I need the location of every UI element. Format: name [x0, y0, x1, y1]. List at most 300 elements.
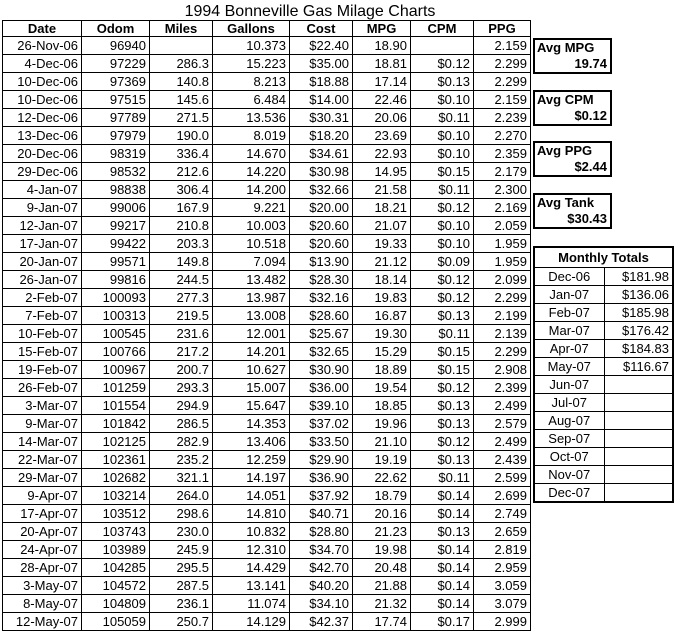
- table-cell: 13.482: [213, 271, 290, 289]
- table-cell: 97789: [82, 109, 150, 127]
- table-cell: 12.259: [213, 451, 290, 469]
- table-cell: 21.23: [353, 523, 411, 541]
- amount-cell: [604, 448, 673, 466]
- table-cell: 286.5: [150, 415, 213, 433]
- table-cell: $28.80: [290, 523, 353, 541]
- month-cell: Sep-07: [534, 430, 604, 448]
- table-cell: $0.12: [411, 271, 474, 289]
- amount-cell: [604, 484, 673, 503]
- table-cell: $0.12: [411, 379, 474, 397]
- table-cell: $39.10: [290, 397, 353, 415]
- table-cell: 19.33: [353, 235, 411, 253]
- table-row: [3, 595, 531, 613]
- summary-value: $30.43: [567, 211, 607, 226]
- table-cell: 2.270: [474, 127, 531, 145]
- table-cell: 10.518: [213, 235, 290, 253]
- table-cell: 26-Feb-07: [3, 379, 82, 397]
- table-cell: 2.159: [474, 91, 531, 109]
- table-cell: 230.0: [150, 523, 213, 541]
- amount-cell: $181.98: [604, 268, 673, 286]
- table-cell: 190.0: [150, 127, 213, 145]
- monthly-totals-body: [534, 268, 673, 503]
- table-cell: $0.15: [411, 343, 474, 361]
- table-cell: 104285: [82, 559, 150, 577]
- table-cell: $0.11: [411, 181, 474, 199]
- table-cell: 100093: [82, 289, 150, 307]
- summary-label: Avg Tank: [537, 195, 595, 210]
- table-cell: 2.299: [474, 55, 531, 73]
- table-cell: 21.07: [353, 217, 411, 235]
- table-cell: 14.197: [213, 469, 290, 487]
- table-cell: 6.484: [213, 91, 290, 109]
- table-row: [3, 379, 531, 397]
- table-cell: 2.579: [474, 415, 531, 433]
- monthly-row: [534, 322, 673, 340]
- table-cell: 18.14: [353, 271, 411, 289]
- table-cell: 12-Dec-06: [3, 109, 82, 127]
- table-cell: 17.14: [353, 73, 411, 91]
- table-cell: 2.359: [474, 145, 531, 163]
- summary-label: Avg MPG: [537, 40, 595, 55]
- month-cell: Mar-07: [534, 322, 604, 340]
- table-cell: 9-Apr-07: [3, 487, 82, 505]
- table-cell: 14.810: [213, 505, 290, 523]
- table-cell: 2.659: [474, 523, 531, 541]
- month-cell: Jan-07: [534, 286, 604, 304]
- monthly-row: [534, 340, 673, 358]
- table-cell: $28.60: [290, 307, 353, 325]
- table-row: [3, 217, 531, 235]
- table-cell: 22.93: [353, 145, 411, 163]
- table-row: [3, 577, 531, 595]
- table-cell: $40.71: [290, 505, 353, 523]
- table-cell: 17.74: [353, 613, 411, 631]
- table-cell: 21.12: [353, 253, 411, 271]
- table-cell: 2.959: [474, 559, 531, 577]
- table-cell: 2.999: [474, 613, 531, 631]
- table-cell: 19.98: [353, 541, 411, 559]
- table-cell: 18.90: [353, 37, 411, 55]
- column-header: Cost: [290, 21, 353, 37]
- table-cell: 235.2: [150, 451, 213, 469]
- table-cell: $0.12: [411, 289, 474, 307]
- table-cell: $0.14: [411, 505, 474, 523]
- table-cell: 14.220: [213, 163, 290, 181]
- table-cell: 7-Feb-07: [3, 307, 82, 325]
- table-row: [3, 163, 531, 181]
- table-cell: 101259: [82, 379, 150, 397]
- table-cell: 99006: [82, 199, 150, 217]
- table-cell: 2.299: [474, 289, 531, 307]
- table-cell: $0.11: [411, 109, 474, 127]
- table-cell: 21.10: [353, 433, 411, 451]
- table-row: [3, 613, 531, 631]
- table-cell: 97229: [82, 55, 150, 73]
- table-cell: 21.58: [353, 181, 411, 199]
- table-cell: 2.499: [474, 433, 531, 451]
- table-cell: $35.00: [290, 55, 353, 73]
- table-cell: 14.200: [213, 181, 290, 199]
- table-cell: 2.699: [474, 487, 531, 505]
- amount-cell: [604, 412, 673, 430]
- amount-cell: [604, 430, 673, 448]
- table-cell: 20-Apr-07: [3, 523, 82, 541]
- month-cell: Dec-06: [534, 268, 604, 286]
- table-cell: 14.353: [213, 415, 290, 433]
- table-row: [3, 235, 531, 253]
- table-cell: $0.10: [411, 235, 474, 253]
- monthly-row: [534, 268, 673, 286]
- table-cell: 102361: [82, 451, 150, 469]
- table-cell: 26-Nov-06: [3, 37, 82, 55]
- table-cell: 3.059: [474, 577, 531, 595]
- table-cell: $29.90: [290, 451, 353, 469]
- column-header: MPG: [353, 21, 411, 37]
- monthly-row: [534, 412, 673, 430]
- table-cell: 105059: [82, 613, 150, 631]
- table-cell: 103989: [82, 541, 150, 559]
- monthly-row: [534, 358, 673, 376]
- amount-cell: $176.42: [604, 322, 673, 340]
- page-title: 1994 Bonneville Gas Milage Charts: [184, 3, 436, 20]
- gas-log-table: [2, 20, 531, 631]
- table-cell: 13.406: [213, 433, 290, 451]
- table-cell: 13.008: [213, 307, 290, 325]
- table-cell: 98319: [82, 145, 150, 163]
- table-cell: 7.094: [213, 253, 290, 271]
- table-cell: 282.9: [150, 433, 213, 451]
- table-cell: 298.6: [150, 505, 213, 523]
- table-cell: 20.48: [353, 559, 411, 577]
- table-cell: 28-Apr-07: [3, 559, 82, 577]
- table-cell: 20-Jan-07: [3, 253, 82, 271]
- summary-value: 19.74: [574, 56, 607, 71]
- table-cell: $0.17: [411, 613, 474, 631]
- table-row: [3, 55, 531, 73]
- table-cell: 101842: [82, 415, 150, 433]
- column-header: Gallons: [213, 21, 290, 37]
- table-cell: 22-Mar-07: [3, 451, 82, 469]
- avg-ppg-box: [533, 141, 612, 177]
- table-cell: $0.13: [411, 451, 474, 469]
- table-row: [3, 307, 531, 325]
- month-cell: Nov-07: [534, 466, 604, 484]
- table-cell: 2.300: [474, 181, 531, 199]
- amount-cell: [604, 466, 673, 484]
- table-cell: 99816: [82, 271, 150, 289]
- table-cell: [150, 37, 213, 55]
- table-cell: 10.373: [213, 37, 290, 55]
- table-row: [3, 523, 531, 541]
- table-cell: 101554: [82, 397, 150, 415]
- table-cell: 99571: [82, 253, 150, 271]
- table-cell: 20.16: [353, 505, 411, 523]
- table-cell: 22.46: [353, 91, 411, 109]
- table-row: [3, 199, 531, 217]
- month-cell: Jun-07: [534, 376, 604, 394]
- month-cell: Apr-07: [534, 340, 604, 358]
- table-cell: 8.019: [213, 127, 290, 145]
- column-header: Date: [3, 21, 82, 37]
- table-row: [3, 361, 531, 379]
- table-cell: 2.399: [474, 379, 531, 397]
- monthly-row: [534, 376, 673, 394]
- table-cell: 149.8: [150, 253, 213, 271]
- table-row: [3, 109, 531, 127]
- table-cell: $18.20: [290, 127, 353, 145]
- table-cell: 10-Feb-07: [3, 325, 82, 343]
- table-row: [3, 91, 531, 109]
- table-row: [3, 37, 531, 55]
- table-cell: $37.02: [290, 415, 353, 433]
- table-cell: 10-Dec-06: [3, 91, 82, 109]
- table-cell: 2.139: [474, 325, 531, 343]
- table-cell: 8.213: [213, 73, 290, 91]
- column-header: PPG: [474, 21, 531, 37]
- table-cell: 29-Dec-06: [3, 163, 82, 181]
- table-cell: 219.5: [150, 307, 213, 325]
- table-row: [3, 289, 531, 307]
- table-cell: 18.79: [353, 487, 411, 505]
- table-cell: 20.06: [353, 109, 411, 127]
- table-cell: 100545: [82, 325, 150, 343]
- table-cell: 13.536: [213, 109, 290, 127]
- column-header: Odom: [82, 21, 150, 37]
- table-cell: $0.12: [411, 199, 474, 217]
- table-cell: 4-Jan-07: [3, 181, 82, 199]
- table-cell: $42.70: [290, 559, 353, 577]
- table-cell: 293.3: [150, 379, 213, 397]
- table-row: [3, 415, 531, 433]
- summary-value: $0.12: [574, 108, 607, 123]
- table-cell: 13.987: [213, 289, 290, 307]
- monthly-row: [534, 286, 673, 304]
- table-cell: $30.90: [290, 361, 353, 379]
- table-row: [3, 487, 531, 505]
- table-cell: 277.3: [150, 289, 213, 307]
- table-row: [3, 325, 531, 343]
- amount-cell: $185.98: [604, 304, 673, 322]
- table-cell: $20.00: [290, 199, 353, 217]
- amount-cell: $136.06: [604, 286, 673, 304]
- table-cell: [411, 37, 474, 55]
- monthly-row: [534, 466, 673, 484]
- table-cell: 2-Feb-07: [3, 289, 82, 307]
- table-cell: 98838: [82, 181, 150, 199]
- table-cell: 21.88: [353, 577, 411, 595]
- table-cell: $32.65: [290, 343, 353, 361]
- table-cell: $0.13: [411, 415, 474, 433]
- table-cell: 236.1: [150, 595, 213, 613]
- table-row: [3, 451, 531, 469]
- table-cell: $0.09: [411, 253, 474, 271]
- table-cell: 20-Dec-06: [3, 145, 82, 163]
- table-cell: 19.30: [353, 325, 411, 343]
- table-cell: $0.10: [411, 145, 474, 163]
- table-cell: 15.007: [213, 379, 290, 397]
- table-cell: $28.30: [290, 271, 353, 289]
- table-cell: $0.11: [411, 469, 474, 487]
- table-cell: $0.13: [411, 307, 474, 325]
- table-cell: 244.5: [150, 271, 213, 289]
- table-cell: 2.439: [474, 451, 531, 469]
- table-cell: 2.299: [474, 73, 531, 91]
- avg-mpg-box: [533, 38, 612, 74]
- table-cell: 14-Mar-07: [3, 433, 82, 451]
- table-row: [3, 253, 531, 271]
- table-cell: $0.14: [411, 595, 474, 613]
- table-cell: $0.10: [411, 217, 474, 235]
- table-cell: $13.90: [290, 253, 353, 271]
- table-cell: 17-Apr-07: [3, 505, 82, 523]
- table-cell: $22.40: [290, 37, 353, 55]
- table-cell: 18.21: [353, 199, 411, 217]
- table-cell: 306.4: [150, 181, 213, 199]
- table-cell: 19.83: [353, 289, 411, 307]
- table-cell: $37.92: [290, 487, 353, 505]
- table-cell: 19.19: [353, 451, 411, 469]
- month-cell: Dec-07: [534, 484, 604, 503]
- table-cell: 15-Feb-07: [3, 343, 82, 361]
- table-cell: 29-Mar-07: [3, 469, 82, 487]
- table-cell: $25.67: [290, 325, 353, 343]
- monthly-totals-table: [533, 246, 674, 503]
- table-cell: 102682: [82, 469, 150, 487]
- table-cell: 1.959: [474, 253, 531, 271]
- table-row: [3, 73, 531, 91]
- table-cell: 264.0: [150, 487, 213, 505]
- table-cell: 2.299: [474, 343, 531, 361]
- table-cell: $32.16: [290, 289, 353, 307]
- table-cell: $34.70: [290, 541, 353, 559]
- table-cell: $0.15: [411, 163, 474, 181]
- table-cell: 336.4: [150, 145, 213, 163]
- table-cell: 103214: [82, 487, 150, 505]
- monthly-header-row: [534, 247, 673, 268]
- table-cell: 19.96: [353, 415, 411, 433]
- avg-cpm-box: [533, 90, 612, 126]
- amount-cell: $116.67: [604, 358, 673, 376]
- table-cell: $0.12: [411, 433, 474, 451]
- table-cell: 22.62: [353, 469, 411, 487]
- table-cell: 9.221: [213, 199, 290, 217]
- table-cell: 13-Dec-06: [3, 127, 82, 145]
- month-cell: Oct-07: [534, 448, 604, 466]
- table-cell: $0.14: [411, 541, 474, 559]
- table-cell: $36.90: [290, 469, 353, 487]
- table-cell: 15.29: [353, 343, 411, 361]
- table-cell: 3-Mar-07: [3, 397, 82, 415]
- table-cell: 18.81: [353, 55, 411, 73]
- table-cell: 145.6: [150, 91, 213, 109]
- table-cell: 97369: [82, 73, 150, 91]
- table-cell: 271.5: [150, 109, 213, 127]
- column-header: Miles: [150, 21, 213, 37]
- table-cell: 14.129: [213, 613, 290, 631]
- table-cell: $33.50: [290, 433, 353, 451]
- table-cell: 217.2: [150, 343, 213, 361]
- table-cell: 2.199: [474, 307, 531, 325]
- monthly-row: [534, 394, 673, 412]
- table-cell: 16.87: [353, 307, 411, 325]
- table-cell: 167.9: [150, 199, 213, 217]
- table-cell: 3.079: [474, 595, 531, 613]
- table-cell: 19.54: [353, 379, 411, 397]
- table-cell: $0.14: [411, 487, 474, 505]
- table-cell: 245.9: [150, 541, 213, 559]
- table-cell: 321.1: [150, 469, 213, 487]
- table-cell: 10.627: [213, 361, 290, 379]
- table-cell: 210.8: [150, 217, 213, 235]
- table-cell: 2.499: [474, 397, 531, 415]
- avg-tank-box: [533, 193, 612, 229]
- table-header-row: [3, 21, 531, 37]
- table-cell: $0.15: [411, 361, 474, 379]
- table-cell: 231.6: [150, 325, 213, 343]
- table-cell: 10-Dec-06: [3, 73, 82, 91]
- table-cell: $34.10: [290, 595, 353, 613]
- monthly-row: [534, 304, 673, 322]
- table-cell: 15.223: [213, 55, 290, 73]
- table-row: [3, 127, 531, 145]
- gas-log-body: [3, 37, 531, 631]
- table-cell: 2.599: [474, 469, 531, 487]
- table-cell: 200.7: [150, 361, 213, 379]
- table-cell: 11.074: [213, 595, 290, 613]
- table-cell: 2.059: [474, 217, 531, 235]
- table-cell: 19-Feb-07: [3, 361, 82, 379]
- table-cell: 2.179: [474, 163, 531, 181]
- table-cell: 9-Jan-07: [3, 199, 82, 217]
- table-cell: 2.099: [474, 271, 531, 289]
- table-cell: 12-May-07: [3, 613, 82, 631]
- monthly-row: [534, 448, 673, 466]
- table-cell: 2.159: [474, 37, 531, 55]
- table-cell: 98532: [82, 163, 150, 181]
- table-cell: $30.31: [290, 109, 353, 127]
- table-row: [3, 397, 531, 415]
- table-cell: 140.8: [150, 73, 213, 91]
- table-row: [3, 469, 531, 487]
- amount-cell: $184.83: [604, 340, 673, 358]
- table-cell: 18.85: [353, 397, 411, 415]
- table-cell: 23.69: [353, 127, 411, 145]
- table-cell: $36.00: [290, 379, 353, 397]
- table-cell: 104809: [82, 595, 150, 613]
- table-cell: $42.37: [290, 613, 353, 631]
- monthly-row: [534, 484, 673, 503]
- table-cell: 12.001: [213, 325, 290, 343]
- amount-cell: [604, 394, 673, 412]
- table-cell: 100967: [82, 361, 150, 379]
- table-cell: $32.66: [290, 181, 353, 199]
- month-cell: Aug-07: [534, 412, 604, 430]
- table-cell: 99422: [82, 235, 150, 253]
- table-row: [3, 541, 531, 559]
- table-cell: 203.3: [150, 235, 213, 253]
- table-cell: $0.11: [411, 325, 474, 343]
- table-cell: 100766: [82, 343, 150, 361]
- table-row: [3, 271, 531, 289]
- table-cell: 287.5: [150, 577, 213, 595]
- amount-cell: [604, 376, 673, 394]
- table-cell: 2.169: [474, 199, 531, 217]
- table-cell: 100313: [82, 307, 150, 325]
- table-cell: $40.20: [290, 577, 353, 595]
- monthly-totals-title: Monthly Totals: [534, 247, 673, 268]
- table-cell: 102125: [82, 433, 150, 451]
- table-cell: 295.5: [150, 559, 213, 577]
